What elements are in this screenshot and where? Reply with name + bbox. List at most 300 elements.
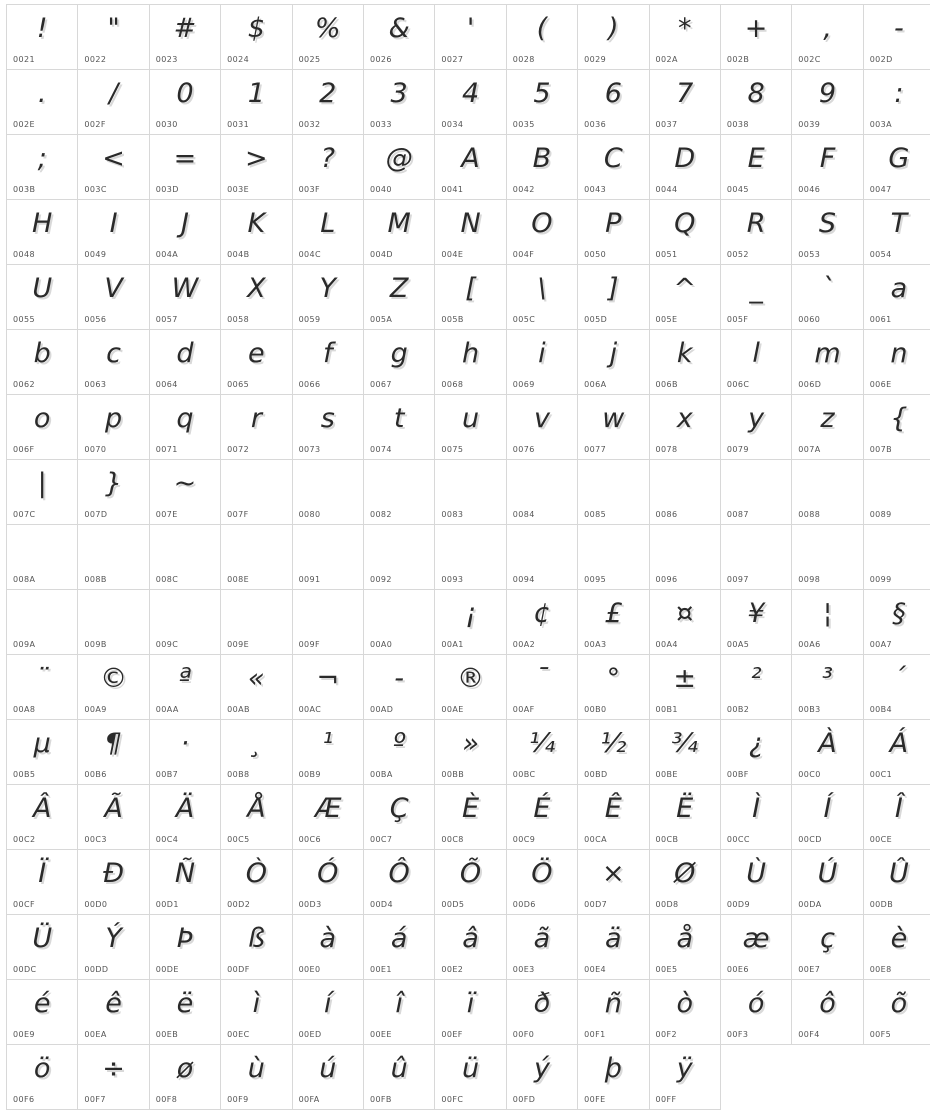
glyph-cell[interactable] (863, 525, 930, 590)
glyph-cell[interactable] (435, 70, 506, 135)
glyph-cell[interactable] (649, 720, 720, 785)
glyph-cell[interactable] (435, 460, 506, 525)
glyph-cell-inner (507, 785, 577, 849)
glyph-cell[interactable] (149, 655, 220, 720)
glyph-cell[interactable] (292, 525, 363, 590)
glyph-cell[interactable] (149, 915, 220, 980)
glyph-cell[interactable] (7, 980, 78, 1045)
glyph-preview: ¦ (792, 592, 862, 636)
glyph-cell[interactable] (221, 1045, 292, 1110)
glyph-cell[interactable] (720, 850, 791, 915)
glyph-cell[interactable] (578, 655, 649, 720)
glyph-cell[interactable] (149, 5, 220, 70)
glyph-cell-inner (721, 525, 791, 589)
glyph-codepoint-label: 00C5 (227, 835, 249, 844)
glyph-cell-inner (150, 265, 220, 329)
glyph-cell[interactable] (863, 70, 930, 135)
glyph-cell[interactable] (863, 5, 930, 70)
glyph-cell[interactable] (292, 5, 363, 70)
glyph-cell[interactable] (7, 265, 78, 330)
glyph-cell[interactable] (435, 5, 506, 70)
glyph-preview: Ò (221, 852, 291, 896)
glyph-codepoint-label: 0031 (227, 120, 249, 129)
glyph-preview: ¬ (293, 657, 363, 701)
glyph-cell[interactable] (435, 915, 506, 980)
glyph-cell[interactable] (363, 720, 434, 785)
glyph-cell[interactable] (720, 460, 791, 525)
glyph-cell-inner (364, 265, 434, 329)
glyph-cell-inner (578, 5, 648, 69)
glyph-preview (78, 527, 148, 571)
glyph-cell[interactable] (863, 655, 930, 720)
glyph-cell[interactable] (863, 200, 930, 265)
glyph-cell[interactable] (435, 785, 506, 850)
glyph-codepoint-label: 0049 (84, 250, 106, 259)
glyph-cell[interactable] (7, 70, 78, 135)
glyph-codepoint-label: 0071 (156, 445, 178, 454)
glyph-cell[interactable] (863, 265, 930, 330)
glyph-preview: À (792, 722, 862, 766)
glyph-cell[interactable] (720, 655, 791, 720)
glyph-cell[interactable] (78, 460, 149, 525)
glyph-cell[interactable] (7, 655, 78, 720)
glyph-cell[interactable] (649, 70, 720, 135)
glyph-cell[interactable] (221, 460, 292, 525)
glyph-cell[interactable] (292, 460, 363, 525)
glyph-cell[interactable] (363, 135, 434, 200)
glyph-cell[interactable] (7, 915, 78, 980)
glyph-preview: ç (792, 917, 862, 961)
glyph-preview: = (150, 137, 220, 181)
glyph-cell[interactable] (292, 395, 363, 460)
glyph-cell[interactable] (292, 135, 363, 200)
glyph-codepoint-label: 0033 (370, 120, 392, 129)
glyph-cell[interactable] (506, 70, 577, 135)
glyph-cell-inner (650, 1045, 720, 1109)
glyph-cell[interactable] (221, 135, 292, 200)
glyph-cell[interactable] (506, 135, 577, 200)
glyph-cell[interactable] (78, 395, 149, 460)
glyph-codepoint-label: 0029 (584, 55, 606, 64)
glyph-cell[interactable] (506, 720, 577, 785)
glyph-cell[interactable] (78, 525, 149, 590)
glyph-preview: ¨ (7, 657, 77, 701)
glyph-cell[interactable] (292, 850, 363, 915)
glyph-cell[interactable] (649, 525, 720, 590)
glyph-cell[interactable] (792, 915, 863, 980)
glyph-codepoint-label: 0067 (370, 380, 392, 389)
glyph-cell[interactable] (435, 200, 506, 265)
glyph-cell-inner (721, 850, 791, 914)
glyph-cell[interactable] (720, 5, 791, 70)
glyph-cell[interactable] (720, 525, 791, 590)
glyph-cell[interactable] (149, 265, 220, 330)
glyph-cell[interactable] (578, 785, 649, 850)
glyph-preview: ] (578, 267, 648, 311)
glyph-cell[interactable] (149, 980, 220, 1045)
glyph-cell[interactable] (363, 330, 434, 395)
glyph-cell[interactable] (292, 720, 363, 785)
glyph-cell[interactable] (506, 5, 577, 70)
glyph-cell[interactable] (792, 655, 863, 720)
glyph-cell-inner (78, 1045, 148, 1109)
glyph-cell[interactable] (863, 590, 930, 655)
glyph-cell[interactable] (649, 200, 720, 265)
glyph-codepoint-label: 002D (870, 55, 893, 64)
glyph-cell[interactable] (863, 720, 930, 785)
glyph-cell[interactable] (7, 785, 78, 850)
glyph-cell[interactable] (792, 265, 863, 330)
glyph-cell[interactable] (578, 590, 649, 655)
glyph-preview: þ (578, 1047, 648, 1091)
glyph-cell[interactable] (506, 200, 577, 265)
glyph-codepoint-label: 0043 (584, 185, 606, 194)
glyph-cell[interactable] (292, 980, 363, 1045)
glyph-cell[interactable] (221, 525, 292, 590)
glyph-cell[interactable] (363, 980, 434, 1045)
glyph-cell[interactable] (7, 330, 78, 395)
glyph-cell[interactable] (149, 330, 220, 395)
glyph-preview: ¤ (650, 592, 720, 636)
glyph-cell[interactable] (292, 785, 363, 850)
glyph-cell[interactable] (292, 70, 363, 135)
character-map-row (7, 525, 930, 590)
glyph-cell[interactable] (863, 460, 930, 525)
glyph-cell[interactable] (149, 395, 220, 460)
glyph-cell[interactable] (720, 395, 791, 460)
glyph-cell[interactable] (149, 135, 220, 200)
glyph-cell[interactable] (792, 200, 863, 265)
glyph-cell[interactable] (221, 720, 292, 785)
glyph-cell[interactable] (792, 330, 863, 395)
glyph-preview: ñ (578, 982, 648, 1026)
glyph-cell[interactable] (149, 590, 220, 655)
glyph-cell[interactable] (792, 850, 863, 915)
glyph-cell[interactable] (792, 590, 863, 655)
glyph-cell-inner (864, 850, 930, 914)
glyph-cell[interactable] (649, 785, 720, 850)
glyph-cell[interactable] (221, 200, 292, 265)
glyph-codepoint-label: 003E (227, 185, 249, 194)
glyph-cell[interactable] (506, 525, 577, 590)
glyph-cell-inner (293, 135, 363, 199)
glyph-codepoint-label: 006F (13, 445, 34, 454)
glyph-cell[interactable] (435, 1045, 506, 1110)
glyph-codepoint-label: 005D (584, 315, 607, 324)
glyph-cell[interactable] (792, 785, 863, 850)
glyph-cell[interactable] (363, 395, 434, 460)
glyph-cell[interactable] (506, 330, 577, 395)
glyph-cell[interactable] (149, 70, 220, 135)
glyph-cell[interactable] (435, 395, 506, 460)
glyph-codepoint-label: 00B8 (227, 770, 249, 779)
glyph-cell[interactable] (720, 785, 791, 850)
glyph-cell-inner (7, 70, 77, 134)
glyph-cell[interactable] (578, 980, 649, 1045)
glyph-preview: Ý (78, 917, 148, 961)
glyph-cell[interactable] (506, 590, 577, 655)
glyph-cell-inner (792, 915, 862, 979)
glyph-preview: B (507, 137, 577, 181)
glyph-cell[interactable] (435, 850, 506, 915)
glyph-cell[interactable] (78, 5, 149, 70)
glyph-cell[interactable] (649, 5, 720, 70)
glyph-cell[interactable] (506, 265, 577, 330)
glyph-cell[interactable] (863, 915, 930, 980)
glyph-preview: f (293, 332, 363, 376)
glyph-cell[interactable] (7, 850, 78, 915)
glyph-cell[interactable] (78, 1045, 149, 1110)
glyph-cell-inner (507, 395, 577, 459)
glyph-cell[interactable] (578, 135, 649, 200)
glyph-cell[interactable] (221, 395, 292, 460)
glyph-cell[interactable] (149, 720, 220, 785)
glyph-cell[interactable] (221, 915, 292, 980)
glyph-cell-inner (650, 850, 720, 914)
character-map-row (7, 265, 930, 330)
glyph-cell[interactable] (7, 460, 78, 525)
glyph-cell[interactable] (649, 850, 720, 915)
glyph-cell[interactable] (649, 265, 720, 330)
glyph-cell[interactable] (363, 200, 434, 265)
glyph-cell[interactable] (221, 980, 292, 1045)
glyph-cell[interactable] (7, 200, 78, 265)
glyph-cell-inner (364, 395, 434, 459)
glyph-cell[interactable] (435, 135, 506, 200)
glyph-preview (364, 462, 434, 506)
glyph-cell[interactable] (292, 200, 363, 265)
glyph-cell[interactable] (221, 590, 292, 655)
glyph-cell-inner (150, 590, 220, 654)
glyph-cell[interactable] (435, 655, 506, 720)
glyph-cell[interactable] (292, 265, 363, 330)
glyph-cell-inner (78, 135, 148, 199)
glyph-codepoint-label: 003D (156, 185, 179, 194)
glyph-codepoint-label: 009A (13, 640, 35, 649)
glyph-cell[interactable] (78, 785, 149, 850)
glyph-codepoint-label: 009B (84, 640, 106, 649)
glyph-cell[interactable] (863, 395, 930, 460)
glyph-cell[interactable] (435, 330, 506, 395)
glyph-cell[interactable] (7, 590, 78, 655)
glyph-cell[interactable] (363, 460, 434, 525)
glyph-cell[interactable] (649, 135, 720, 200)
glyph-cell[interactable] (292, 655, 363, 720)
glyph-cell[interactable] (149, 525, 220, 590)
glyph-cell[interactable] (7, 135, 78, 200)
glyph-cell[interactable] (292, 915, 363, 980)
glyph-cell[interactable] (78, 330, 149, 395)
glyph-cell[interactable] (720, 330, 791, 395)
glyph-cell[interactable] (863, 850, 930, 915)
glyph-cell[interactable] (578, 850, 649, 915)
glyph-preview: å (650, 917, 720, 961)
glyph-cell[interactable] (792, 5, 863, 70)
glyph-cell[interactable] (363, 915, 434, 980)
glyph-preview: . (7, 72, 77, 116)
glyph-preview: ¼ (507, 722, 577, 766)
glyph-cell-inner (864, 330, 930, 394)
glyph-cell[interactable] (578, 70, 649, 135)
glyph-cell[interactable] (506, 915, 577, 980)
glyph-cell[interactable] (78, 70, 149, 135)
glyph-cell-inner (578, 590, 648, 654)
glyph-cell[interactable] (578, 1045, 649, 1110)
glyph-cell[interactable] (649, 460, 720, 525)
glyph-cell[interactable] (435, 265, 506, 330)
glyph-cell[interactable] (578, 200, 649, 265)
glyph-cell[interactable] (720, 265, 791, 330)
glyph-cell[interactable] (649, 915, 720, 980)
glyph-cell[interactable] (7, 1045, 78, 1110)
glyph-cell[interactable] (649, 330, 720, 395)
glyph-cell[interactable] (363, 5, 434, 70)
glyph-preview: ë (150, 982, 220, 1026)
glyph-cell[interactable] (863, 980, 930, 1045)
glyph-preview: è (864, 917, 930, 961)
glyph-cell[interactable] (363, 70, 434, 135)
glyph-cell[interactable] (363, 850, 434, 915)
glyph-cell[interactable] (506, 655, 577, 720)
glyph-preview: Õ (435, 852, 505, 896)
glyph-cell[interactable] (506, 395, 577, 460)
glyph-preview: í (293, 982, 363, 1026)
glyph-cell[interactable] (221, 5, 292, 70)
glyph-codepoint-label: 0037 (656, 120, 678, 129)
glyph-cell[interactable] (649, 655, 720, 720)
glyph-codepoint-label: 00FB (370, 1095, 392, 1104)
glyph-cell[interactable] (435, 525, 506, 590)
glyph-cell[interactable] (720, 915, 791, 980)
glyph-codepoint-label: 00DD (84, 965, 108, 974)
glyph-cell-inner (78, 720, 148, 784)
glyph-cell[interactable] (578, 460, 649, 525)
glyph-cell[interactable] (578, 330, 649, 395)
glyph-codepoint-label: 0042 (513, 185, 535, 194)
glyph-cell[interactable] (649, 395, 720, 460)
glyph-cell[interactable] (78, 850, 149, 915)
glyph-cell[interactable] (78, 980, 149, 1045)
glyph-cell[interactable] (578, 915, 649, 980)
glyph-cell[interactable] (363, 590, 434, 655)
glyph-cell[interactable] (292, 330, 363, 395)
glyph-cell[interactable] (363, 525, 434, 590)
glyph-preview: ^ (650, 267, 720, 311)
glyph-cell[interactable] (792, 395, 863, 460)
glyph-cell[interactable] (863, 330, 930, 395)
glyph-codepoint-label: 0050 (584, 250, 606, 259)
glyph-cell[interactable] (221, 265, 292, 330)
glyph-cell[interactable] (149, 200, 220, 265)
glyph-cell[interactable] (649, 1045, 720, 1110)
glyph-cell[interactable] (506, 850, 577, 915)
glyph-cell[interactable] (649, 980, 720, 1045)
glyph-cell[interactable] (78, 265, 149, 330)
glyph-cell[interactable] (292, 1045, 363, 1110)
glyph-cell[interactable] (578, 265, 649, 330)
glyph-cell[interactable] (720, 590, 791, 655)
glyph-cell[interactable] (435, 590, 506, 655)
glyph-cell[interactable] (506, 1045, 577, 1110)
glyph-cell[interactable] (149, 850, 220, 915)
glyph-cell[interactable] (7, 395, 78, 460)
glyph-cell-inner (721, 200, 791, 264)
glyph-cell[interactable] (435, 720, 506, 785)
glyph-cell[interactable] (292, 590, 363, 655)
glyph-cell[interactable] (649, 590, 720, 655)
glyph-preview (792, 462, 862, 506)
glyph-cell-inner (864, 460, 930, 524)
glyph-cell[interactable] (792, 460, 863, 525)
glyph-cell[interactable] (78, 720, 149, 785)
glyph-cell[interactable] (792, 980, 863, 1045)
glyph-cell-inner (792, 980, 862, 1044)
glyph-cell[interactable] (792, 70, 863, 135)
glyph-cell[interactable] (221, 655, 292, 720)
glyph-cell[interactable] (720, 980, 791, 1045)
glyph-cell[interactable] (578, 525, 649, 590)
glyph-codepoint-label: 00D8 (656, 900, 679, 909)
glyph-cell[interactable] (363, 1045, 434, 1110)
glyph-preview: P (578, 202, 648, 246)
glyph-preview: d (150, 332, 220, 376)
glyph-cell[interactable] (221, 785, 292, 850)
glyph-cell[interactable] (863, 785, 930, 850)
glyph-cell[interactable] (363, 265, 434, 330)
glyph-cell-inner (507, 590, 577, 654)
glyph-cell[interactable] (578, 395, 649, 460)
glyph-cell[interactable] (506, 785, 577, 850)
glyph-cell[interactable] (78, 655, 149, 720)
glyph-cell-inner (7, 1045, 77, 1109)
glyph-cell[interactable] (78, 590, 149, 655)
glyph-cell[interactable] (221, 330, 292, 395)
glyph-cell[interactable] (78, 915, 149, 980)
glyph-cell[interactable] (792, 135, 863, 200)
glyph-cell[interactable] (7, 5, 78, 70)
glyph-cell[interactable] (78, 200, 149, 265)
glyph-cell[interactable] (720, 70, 791, 135)
glyph-cell[interactable] (792, 525, 863, 590)
glyph-cell[interactable] (363, 655, 434, 720)
glyph-cell[interactable] (7, 525, 78, 590)
glyph-cell[interactable] (720, 135, 791, 200)
glyph-cell[interactable] (7, 720, 78, 785)
glyph-preview: $ (221, 7, 291, 51)
glyph-cell[interactable] (506, 980, 577, 1045)
glyph-cell[interactable] (578, 720, 649, 785)
glyph-cell[interactable] (792, 720, 863, 785)
glyph-codepoint-label: 0099 (870, 575, 892, 584)
glyph-cell[interactable] (435, 980, 506, 1045)
glyph-cell[interactable] (363, 785, 434, 850)
glyph-codepoint-label: 0055 (13, 315, 35, 324)
glyph-cell-inner (221, 135, 291, 199)
glyph-cell[interactable] (221, 70, 292, 135)
glyph-cell[interactable] (221, 850, 292, 915)
glyph-cell[interactable] (78, 135, 149, 200)
glyph-cell[interactable] (720, 720, 791, 785)
glyph-cell[interactable] (149, 460, 220, 525)
glyph-codepoint-label: 00DB (870, 900, 893, 909)
glyph-preview: Æ (293, 787, 363, 831)
glyph-cell[interactable] (149, 1045, 220, 1110)
glyph-cell[interactable] (149, 785, 220, 850)
glyph-cell[interactable] (506, 460, 577, 525)
glyph-cell[interactable] (720, 200, 791, 265)
glyph-cell[interactable] (578, 5, 649, 70)
glyph-cell[interactable] (863, 135, 930, 200)
